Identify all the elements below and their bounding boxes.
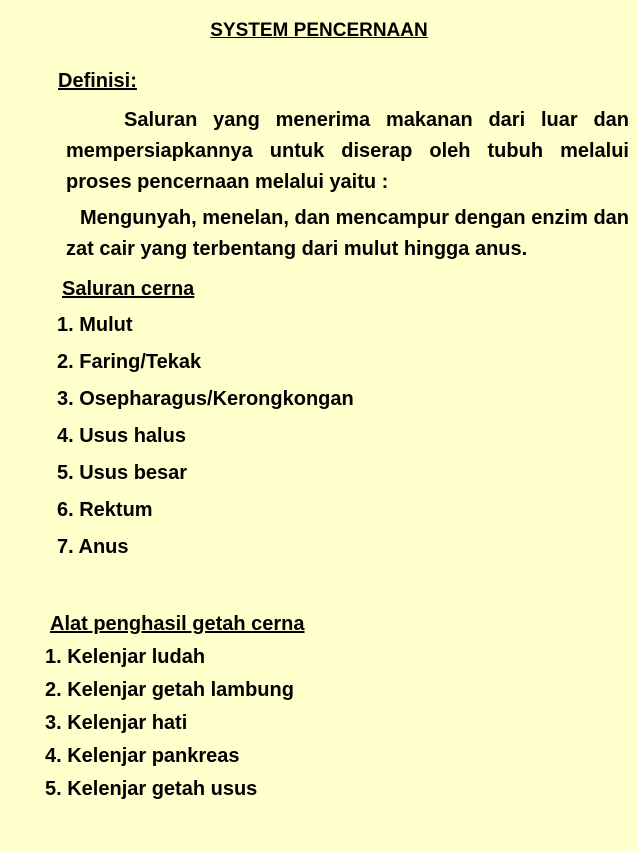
definition-heading: Definisi:: [58, 70, 137, 92]
alat-penghasil-list: [45, 644, 294, 809]
saluran-cerna-heading: Saluran cerna: [62, 278, 195, 300]
page-title: SYSTEM PENCERNAAN: [210, 20, 428, 41]
list-item: 2. Kelenjar getah lambung: [45, 679, 294, 701]
list-item: 3. Osepharagus/Kerongkongan: [57, 388, 354, 410]
saluran-cerna-list: [57, 312, 354, 571]
list-item: 1. Mulut: [57, 314, 133, 336]
list-item: 1. Kelenjar ludah: [45, 646, 206, 668]
list-item: 7. Anus: [57, 536, 129, 558]
definition-paragraph-2: Mengunyah, menelan, dan mencampur dengan enzim dan zat cair yang terbentang dari mulut hingga anus.: [66, 207, 629, 260]
list-item: 5. Kelenjar getah usus: [45, 778, 258, 800]
list-item: 4. Usus halus: [57, 425, 186, 447]
list-item: 6. Rektum: [57, 499, 153, 521]
alat-penghasil-heading: Alat penghasil getah cerna: [50, 613, 305, 635]
list-item: 2. Faring/Tekak: [57, 351, 202, 373]
list-item: 3. Kelenjar hati: [45, 712, 188, 734]
list-item: 4. Kelenjar pankreas: [45, 745, 240, 767]
definition-paragraph-1: Saluran yang menerima makanan dari luar dan mempersiapkannya untuk diserap oleh tubuh melalui proses pencernaan melalui yaitu :: [66, 109, 629, 193]
list-item: 5. Usus besar: [57, 462, 188, 484]
